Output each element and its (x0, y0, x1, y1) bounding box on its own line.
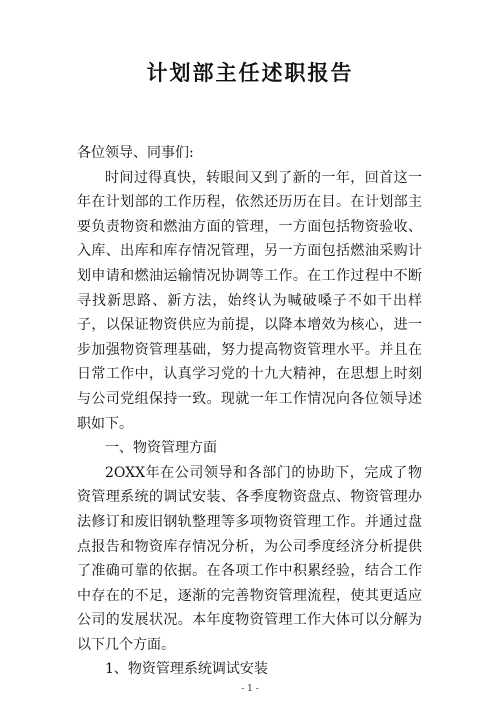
section-heading-materials: 一、物资管理方面 (105, 440, 217, 457)
salutation: 各位领导、同事们: (77, 145, 194, 161)
document-title: 计划部主任述职报告 (146, 61, 354, 85)
subsection-heading-system: 1、物资管理系统调试安装 (105, 661, 268, 678)
paragraph-intro: 时间过得真快，转眼间又到了新的一年，回首这一年在计划部的工作历程，依然还历历在目。在计划部主要负责物资和燃油方面的管理，一方面包括物资验收、入库、出库和库存情况管理，另一方面包括燃油采购计划申请和燃油运输情况协调等工作。在工作过程中不断寻找新思路、新方法，始终认为喊破嗓子不如干出样子，以保证物资供应为前提，以降本增效为核心，进一步加强物资管理基础，努力提高物资管理水平。并且在日常工作中，认真学习党的十九大精神，在思想上时刻与公司党组保持一致。现就一年工作情况向各位领导述职如下。 (77, 169, 422, 432)
paragraph-materials: 2OXX年在公司领导和各部门的协助下，完成了物资管理系统的调试安装、各季度物资盘点、物资管理办法修订和废旧钢轨整理等多项物资管理工作。并通过盘点报告和物资库存情况分析，为公司季度经济分析提供了准确可靠的依据。在各项工作中积累经验，结合工作中存在的不足，逐渐的完善物资管理流程，使其更适应公司的发展状况。本年度物资管理工作大体可以分解为以下几个方面。 (77, 464, 422, 653)
document-body (77, 141, 422, 682)
page-number: - 1 - (241, 684, 259, 694)
